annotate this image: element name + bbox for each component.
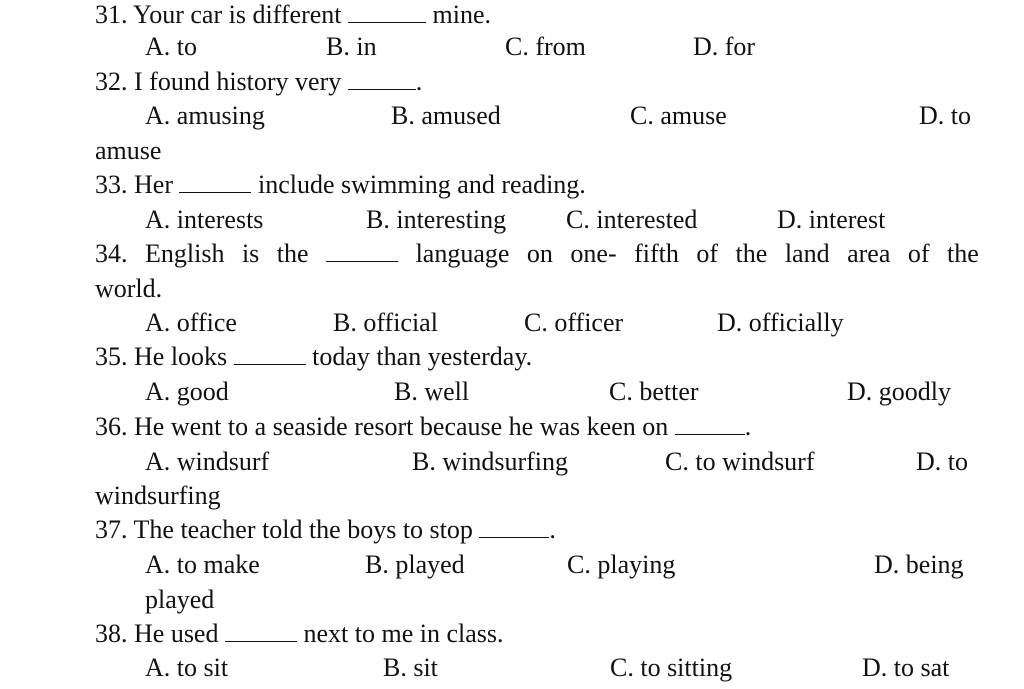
question-35-option-c: C. better (609, 377, 699, 406)
answer-blank (348, 0, 426, 23)
question-32-option-b: B. amused (391, 101, 501, 130)
question-number: 33. (95, 170, 128, 199)
question-33-option-b: B. interesting (366, 205, 507, 234)
question-33-option-a: A. interests (145, 205, 264, 234)
question-35-stem: 35. He looks today than yesterday. (95, 342, 533, 371)
answer-blank (179, 170, 251, 193)
question-36-option-a: A. windsurf (145, 447, 270, 476)
question-34-option-a: A. office (145, 308, 237, 337)
answer-blank (675, 412, 745, 435)
question-32-stem: 32. I found history very . (95, 67, 423, 96)
question-38-option-b: B. sit (383, 653, 438, 682)
question-number: 34. (95, 239, 128, 268)
question-34-option-b: B. official (333, 308, 438, 337)
question-31-option-c: C. from (505, 32, 586, 61)
question-31-option-d: D. for (693, 32, 756, 61)
answer-blank (326, 239, 398, 262)
question-35-option-a: A. good (145, 377, 229, 406)
question-37-option-b: B. played (365, 550, 465, 579)
question-number: 38. (95, 619, 128, 648)
question-37-stem: 37. The teacher told the boys to stop . (95, 515, 556, 544)
question-38-option-a: A. to sit (145, 653, 229, 682)
question-36-option-d-wrap: windsurfing (95, 481, 221, 510)
question-32-option-c: C. amuse (630, 101, 727, 130)
question-38-option-d: D. to sat (862, 653, 950, 682)
question-35-option-d: D. goodly (847, 377, 951, 406)
question-32-option-d-wrap: amuse (95, 136, 162, 165)
question-31-stem: 31. Your car is different mine. (95, 0, 491, 29)
question-33-option-d: D. interest (777, 205, 886, 234)
answer-blank (225, 619, 297, 642)
question-number: 36. (95, 412, 128, 441)
question-34-stem-wrap: world. (95, 274, 163, 303)
question-37-option-d: D. being (874, 550, 964, 579)
question-36-option-b: B. windsurfing (412, 447, 568, 476)
question-number: 37. (95, 515, 128, 544)
answer-blank (348, 67, 416, 90)
question-37-option-c: C. playing (567, 550, 676, 579)
question-38-option-c: C. to sitting (610, 653, 733, 682)
question-34-option-c: C. officer (524, 308, 624, 337)
answer-blank (234, 342, 306, 365)
question-number: 32. (95, 67, 128, 96)
question-37-option-d-wrap: played (145, 585, 215, 614)
question-31-option-a: A. to (145, 32, 197, 61)
question-31-option-b: B. in (326, 32, 377, 61)
question-34-stem: 34. English is the language on one- fifth of the land area of the (95, 239, 979, 268)
question-32-option-a: A. amusing (145, 101, 265, 130)
question-36-option-c: C. to windsurf (665, 447, 815, 476)
question-36-stem: 36. He went to a seaside resort because he was keen on . (95, 412, 752, 441)
question-32-option-d: D. to (919, 101, 971, 130)
question-37-option-a: A. to make (145, 550, 260, 579)
question-33-option-c: C. interested (566, 205, 698, 234)
question-35-option-b: B. well (394, 377, 470, 406)
question-34-option-d: D. officially (717, 308, 844, 337)
question-number: 31. (95, 0, 128, 29)
question-36-option-d: D. to (916, 447, 968, 476)
question-33-stem: 33. Her include swimming and reading. (95, 170, 586, 199)
question-38-stem: 38. He used next to me in class. (95, 619, 504, 648)
answer-blank (479, 515, 549, 538)
question-number: 35. (95, 342, 128, 371)
